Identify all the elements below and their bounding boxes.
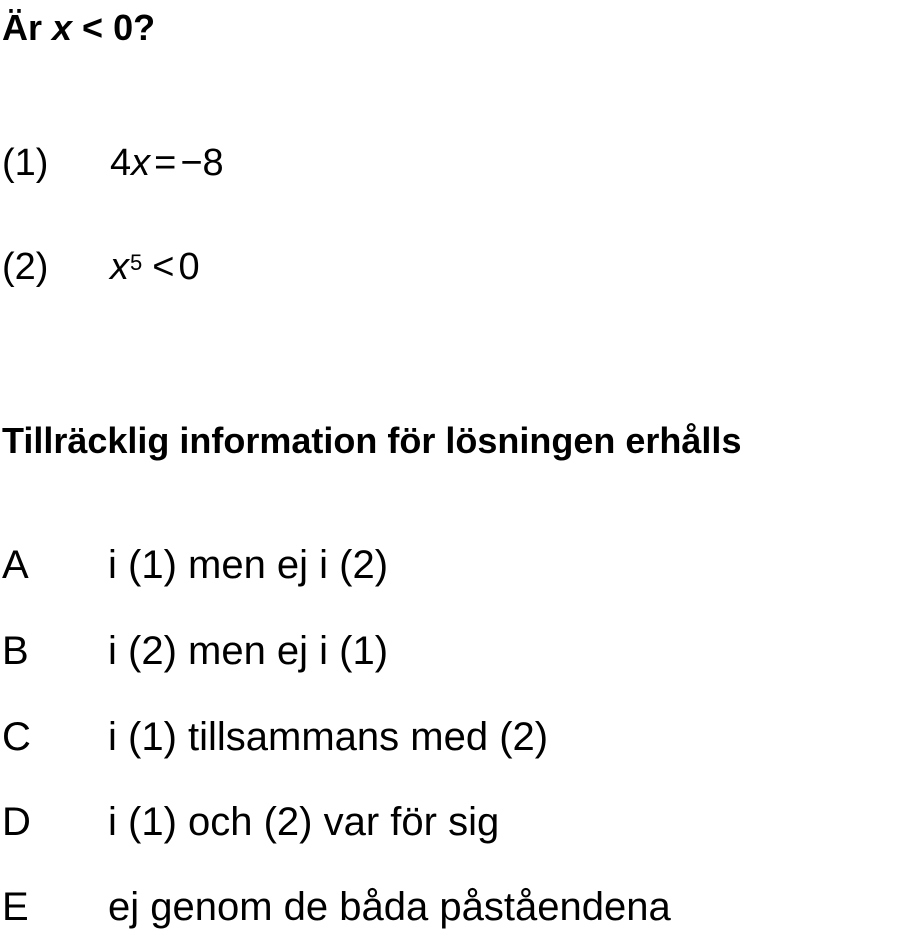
option-d[interactable] — [2, 797, 882, 847]
option-b[interactable] — [2, 626, 882, 676]
option-d-letter: D — [2, 800, 31, 844]
statement-1-variable: x — [131, 142, 151, 184]
statement-2-variable: x — [110, 246, 129, 288]
option-e-letter: E — [2, 885, 29, 929]
statement-2-rhs: 0 — [178, 246, 200, 288]
option-c[interactable] — [2, 712, 882, 762]
question-variable: x — [52, 7, 73, 48]
question-title — [2, 6, 155, 50]
statement-1 — [2, 138, 502, 188]
statement-1-relation: = — [154, 142, 177, 184]
statement-2-relation: < — [152, 246, 175, 288]
statement-2-number: (2) — [2, 246, 49, 288]
option-e-text: ej genom de båda påståendena — [108, 885, 671, 929]
statement-2-exponent: 5 — [130, 250, 143, 275]
question-prefix: Är — [2, 7, 53, 48]
statement-1-number: (1) — [2, 142, 49, 184]
question-suffix: < 0? — [72, 7, 156, 48]
option-b-letter: B — [2, 629, 29, 673]
option-c-letter: C — [2, 715, 31, 759]
option-e[interactable] — [2, 882, 882, 932]
statement-1-rhs: −8 — [180, 142, 224, 184]
statement-1-expression — [110, 138, 224, 188]
statement-2-expression — [110, 242, 200, 292]
statement-2 — [2, 242, 502, 292]
option-d-text: i (1) och (2) var för sig — [108, 800, 500, 844]
option-a-letter: A — [2, 543, 29, 587]
answer-heading: Tillräcklig information för lösningen erhålls — [2, 420, 742, 461]
statement-1-coefficient: 4 — [110, 142, 132, 184]
option-b-text: i (2) men ej i (1) — [108, 629, 389, 673]
option-a-text: i (1) men ej i (2) — [108, 543, 389, 587]
option-a[interactable] — [2, 540, 882, 590]
option-c-text: i (1) tillsammans med (2) — [108, 715, 549, 759]
